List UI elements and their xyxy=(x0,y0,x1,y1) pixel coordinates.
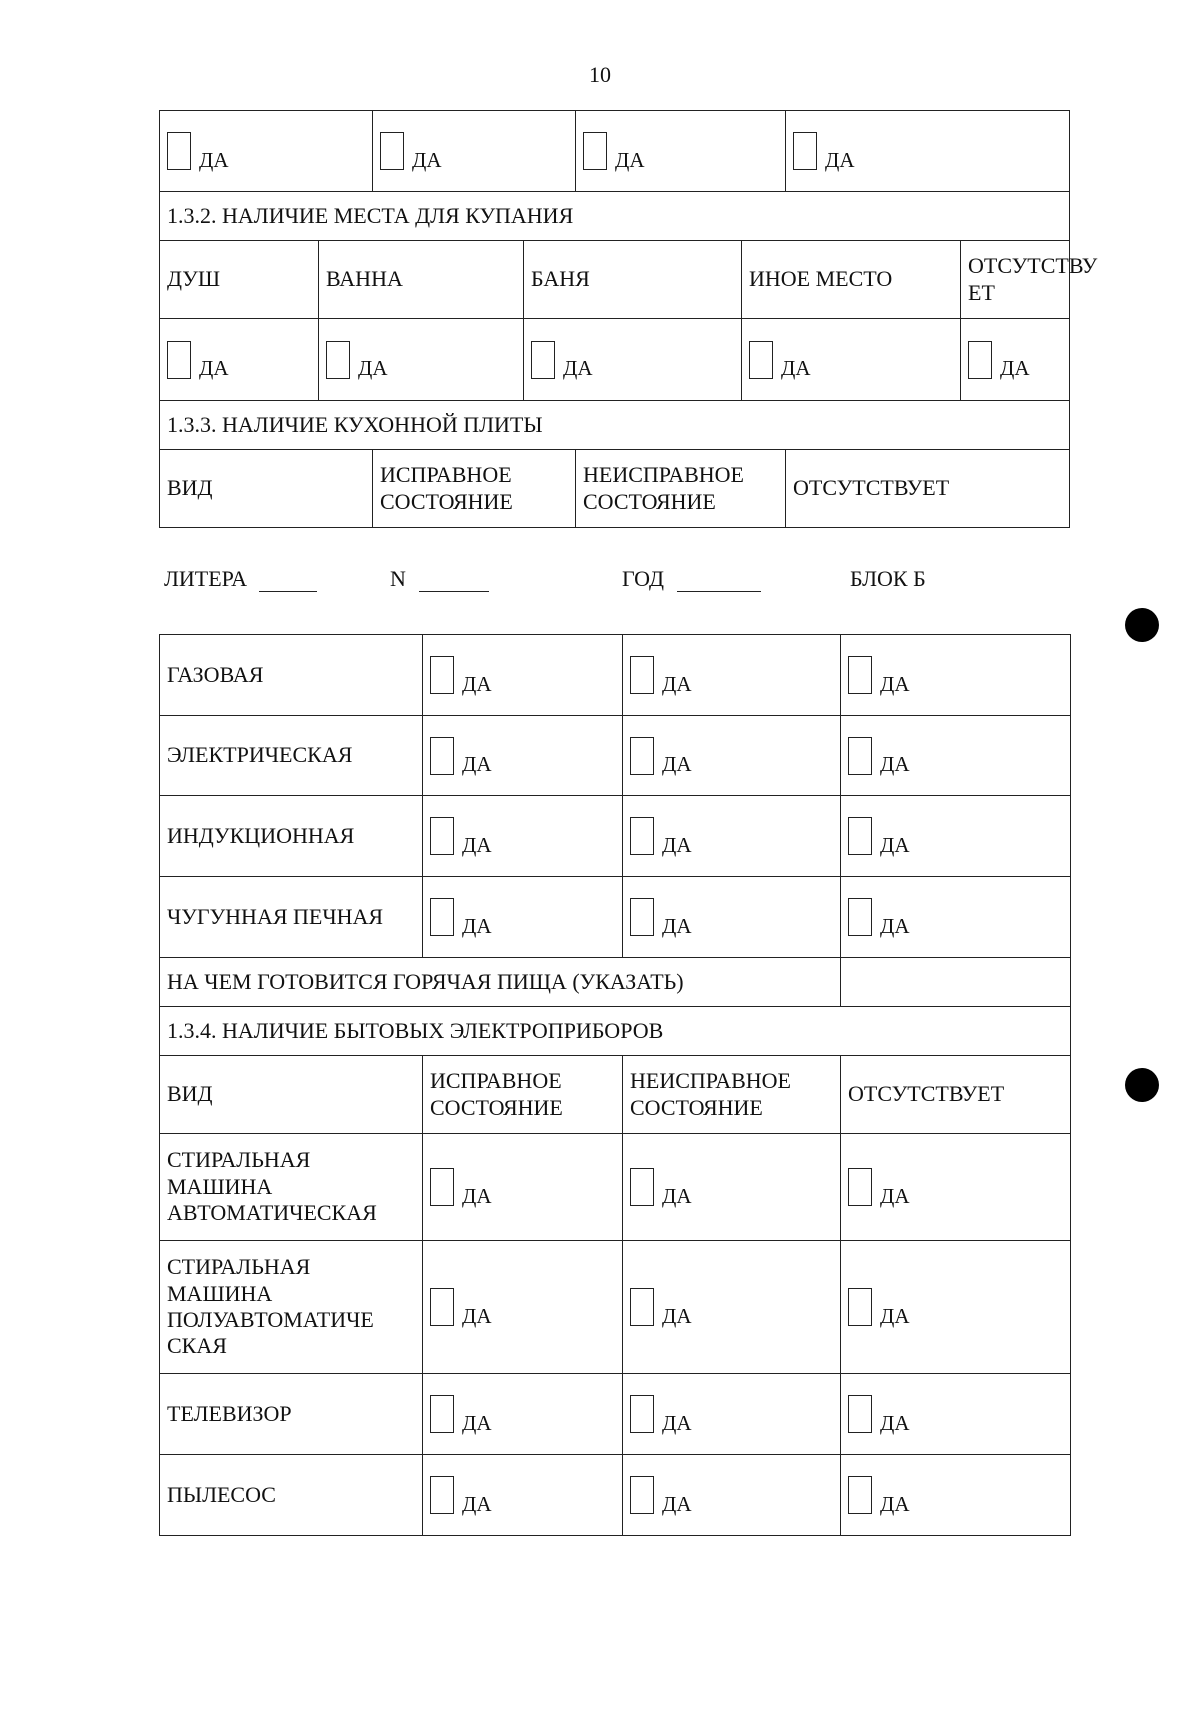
checkbox-cell xyxy=(423,1134,623,1241)
checkbox-cell xyxy=(786,111,1070,192)
checkbox[interactable] xyxy=(326,341,350,379)
checkbox-cell xyxy=(423,1455,623,1536)
page-number: 10 xyxy=(589,62,611,87)
checkbox-label: ДА xyxy=(880,1410,910,1435)
column-header-absent: ОТСУТСТВУЕТ xyxy=(841,1056,1071,1134)
checkbox[interactable] xyxy=(848,817,872,855)
checkbox[interactable] xyxy=(430,656,454,694)
section-heading-bathing-place: 1.3.2. НАЛИЧИЕ МЕСТА ДЛЯ КУПАНИЯ xyxy=(160,192,1070,241)
checkbox-cell xyxy=(423,877,623,958)
checkbox[interactable] xyxy=(630,656,654,694)
stove-type-induction: ИНДУКЦИОННАЯ xyxy=(160,796,423,877)
checkbox[interactable] xyxy=(749,341,773,379)
checkbox[interactable] xyxy=(630,1288,654,1326)
checkbox[interactable] xyxy=(848,1168,872,1206)
checkbox-label: ДА xyxy=(462,1491,492,1516)
number-field xyxy=(390,566,489,592)
checkbox[interactable] xyxy=(531,341,555,379)
checkbox[interactable] xyxy=(630,817,654,855)
column-header-type: ВИД xyxy=(160,1056,423,1134)
checkbox[interactable] xyxy=(630,737,654,775)
checkbox-cell xyxy=(623,1134,841,1241)
checkbox[interactable] xyxy=(167,132,191,170)
year-label: ГОД xyxy=(622,566,664,591)
checkbox-cell xyxy=(841,716,1071,796)
checkbox[interactable] xyxy=(848,1395,872,1433)
litera-field xyxy=(164,566,317,592)
checkbox-cell xyxy=(841,1134,1071,1241)
hot-food-question: НА ЧЕМ ГОТОВИТСЯ ГОРЯЧАЯ ПИЩА (УКАЗАТЬ) xyxy=(160,958,841,1007)
checkbox-label: ДА xyxy=(1000,356,1030,381)
checkbox-cell xyxy=(160,319,319,401)
checkbox-cell xyxy=(841,877,1071,958)
checkbox-cell xyxy=(423,796,623,877)
checkbox-label: ДА xyxy=(662,913,692,938)
checkbox-cell xyxy=(841,635,1071,716)
checkbox-cell xyxy=(576,111,786,192)
checkbox[interactable] xyxy=(630,1395,654,1433)
checkbox-label: ДА xyxy=(662,1491,692,1516)
checkbox-cell xyxy=(742,319,961,401)
checkbox[interactable] xyxy=(430,737,454,775)
checkbox-label: ДА xyxy=(462,1410,492,1435)
checkbox[interactable] xyxy=(968,341,992,379)
checkbox-label: ДА xyxy=(662,832,692,857)
checkbox-label: ДА xyxy=(662,671,692,696)
number-input-line[interactable] xyxy=(419,569,489,592)
appliance-washer-semiautomatic: СТИРАЛЬНАЯ МАШИНА ПОЛУАВТОМАТИЧЕ СКАЯ xyxy=(160,1241,423,1374)
checkbox-cell xyxy=(160,111,373,192)
stove-type-electric: ЭЛЕКТРИЧЕСКАЯ xyxy=(160,716,423,796)
checkbox[interactable] xyxy=(848,656,872,694)
checkbox[interactable] xyxy=(793,132,817,170)
checkbox-cell xyxy=(623,1241,841,1374)
bathing-and-stove-table xyxy=(159,110,1098,528)
column-header-absent: ОТСУТСТВУЕТ xyxy=(786,450,1070,528)
checkbox[interactable] xyxy=(848,1288,872,1326)
checkbox-cell xyxy=(423,635,623,716)
checkbox[interactable] xyxy=(430,817,454,855)
column-header-faulty: НЕИСПРАВНОЕ СОСТОЯНИЕ xyxy=(623,1056,841,1134)
bath-place-bathtub: ВАННА xyxy=(319,241,524,319)
checkbox[interactable] xyxy=(630,1476,654,1514)
appliance-tv: ТЕЛЕВИЗОР xyxy=(160,1374,423,1455)
year-field xyxy=(622,566,761,592)
checkbox[interactable] xyxy=(630,898,654,936)
checkbox[interactable] xyxy=(380,132,404,170)
section-heading-kitchen-stove: 1.3.3. НАЛИЧИЕ КУХОННОЙ ПЛИТЫ xyxy=(160,401,1070,450)
punch-hole-bottom xyxy=(1125,1068,1159,1102)
checkbox-label: ДА xyxy=(462,1183,492,1208)
checkbox-cell xyxy=(623,877,841,958)
checkbox-label: ДА xyxy=(358,356,388,381)
column-header-type: ВИД xyxy=(160,450,373,528)
checkbox-cell xyxy=(623,796,841,877)
checkbox-cell xyxy=(319,319,524,401)
checkbox-cell xyxy=(623,635,841,716)
checkbox-cell xyxy=(423,1241,623,1374)
column-header-working: ИСПРАВНОЕ СОСТОЯНИЕ xyxy=(373,450,576,528)
checkbox-label: ДА xyxy=(462,913,492,938)
checkbox-label: ДА xyxy=(462,671,492,696)
checkbox-cell xyxy=(373,111,576,192)
checkbox[interactable] xyxy=(430,1395,454,1433)
checkbox-label: ДА xyxy=(880,1491,910,1516)
identification-line xyxy=(164,566,1064,600)
checkbox-cell xyxy=(623,1374,841,1455)
checkbox-cell xyxy=(841,1374,1071,1455)
checkbox-cell xyxy=(623,716,841,796)
checkbox[interactable] xyxy=(430,1476,454,1514)
appliance-vacuum: ПЫЛЕСОС xyxy=(160,1455,423,1536)
checkbox-label: ДА xyxy=(880,752,910,777)
year-input-line[interactable] xyxy=(677,569,761,592)
checkbox[interactable] xyxy=(630,1168,654,1206)
checkbox[interactable] xyxy=(848,898,872,936)
litera-label: ЛИТЕРА xyxy=(164,566,247,591)
checkbox-label: ДА xyxy=(662,1410,692,1435)
checkbox-cell xyxy=(623,1455,841,1536)
checkbox-label: ДА xyxy=(199,147,229,172)
bath-place-other: ИНОЕ МЕСТО xyxy=(742,241,961,319)
bath-place-absent: ОТСУТСТВУ ЕТ xyxy=(961,241,1070,319)
column-header-working: ИСПРАВНОЕ СОСТОЯНИЕ xyxy=(423,1056,623,1134)
checkbox[interactable] xyxy=(430,1168,454,1206)
checkbox-cell xyxy=(423,716,623,796)
section-heading-appliances: 1.3.4. НАЛИЧИЕ БЫТОВЫХ ЭЛЕКТРОПРИБОРОВ xyxy=(160,1007,1071,1056)
column-header-faulty: НЕИСПРАВНОЕ СОСТОЯНИЕ xyxy=(576,450,786,528)
number-label: N xyxy=(390,566,406,591)
checkbox-label: ДА xyxy=(199,356,229,381)
block-label: БЛОК Б xyxy=(850,566,926,591)
checkbox-cell xyxy=(961,319,1070,401)
checkbox-label: ДА xyxy=(880,913,910,938)
checkbox-label: ДА xyxy=(662,1303,692,1328)
checkbox-cell xyxy=(841,1241,1071,1374)
checkbox-label: ДА xyxy=(662,1183,692,1208)
checkbox[interactable] xyxy=(167,341,191,379)
checkbox-label: ДА xyxy=(462,832,492,857)
checkbox-cell xyxy=(841,1455,1071,1536)
checkbox-label: ДА xyxy=(462,752,492,777)
checkbox-label: ДА xyxy=(615,147,645,172)
checkbox-cell xyxy=(423,1374,623,1455)
appliance-washer-automatic: СТИРАЛЬНАЯ МАШИНА АВТОМАТИЧЕСКАЯ xyxy=(160,1134,423,1241)
checkbox-label: ДА xyxy=(825,147,855,172)
punch-hole-top xyxy=(1125,608,1159,642)
checkbox-label: ДА xyxy=(880,832,910,857)
stove-type-gas: ГАЗОВАЯ xyxy=(160,635,423,716)
checkbox-label: ДА xyxy=(880,1303,910,1328)
hot-food-answer-field[interactable] xyxy=(841,958,1071,1007)
checkbox-cell xyxy=(524,319,742,401)
checkbox[interactable] xyxy=(430,1288,454,1326)
checkbox[interactable] xyxy=(583,132,607,170)
checkbox-label: ДА xyxy=(662,752,692,777)
checkbox-label: ДА xyxy=(880,1183,910,1208)
checkbox[interactable] xyxy=(848,1476,872,1514)
checkbox-label: ДА xyxy=(563,356,593,381)
checkbox-label: ДА xyxy=(781,356,811,381)
checkbox-label: ДА xyxy=(412,147,442,172)
checkbox-label: ДА xyxy=(462,1303,492,1328)
stove-type-cast-iron: ЧУГУННАЯ ПЕЧНАЯ xyxy=(160,877,423,958)
stove-and-appliances-table xyxy=(159,634,1071,1536)
litera-input-line[interactable] xyxy=(259,569,317,592)
checkbox[interactable] xyxy=(848,737,872,775)
bath-place-shower: ДУШ xyxy=(160,241,319,319)
checkbox[interactable] xyxy=(430,898,454,936)
checkbox-label: ДА xyxy=(880,671,910,696)
checkbox-cell xyxy=(841,796,1071,877)
bath-place-banya: БАНЯ xyxy=(524,241,742,319)
